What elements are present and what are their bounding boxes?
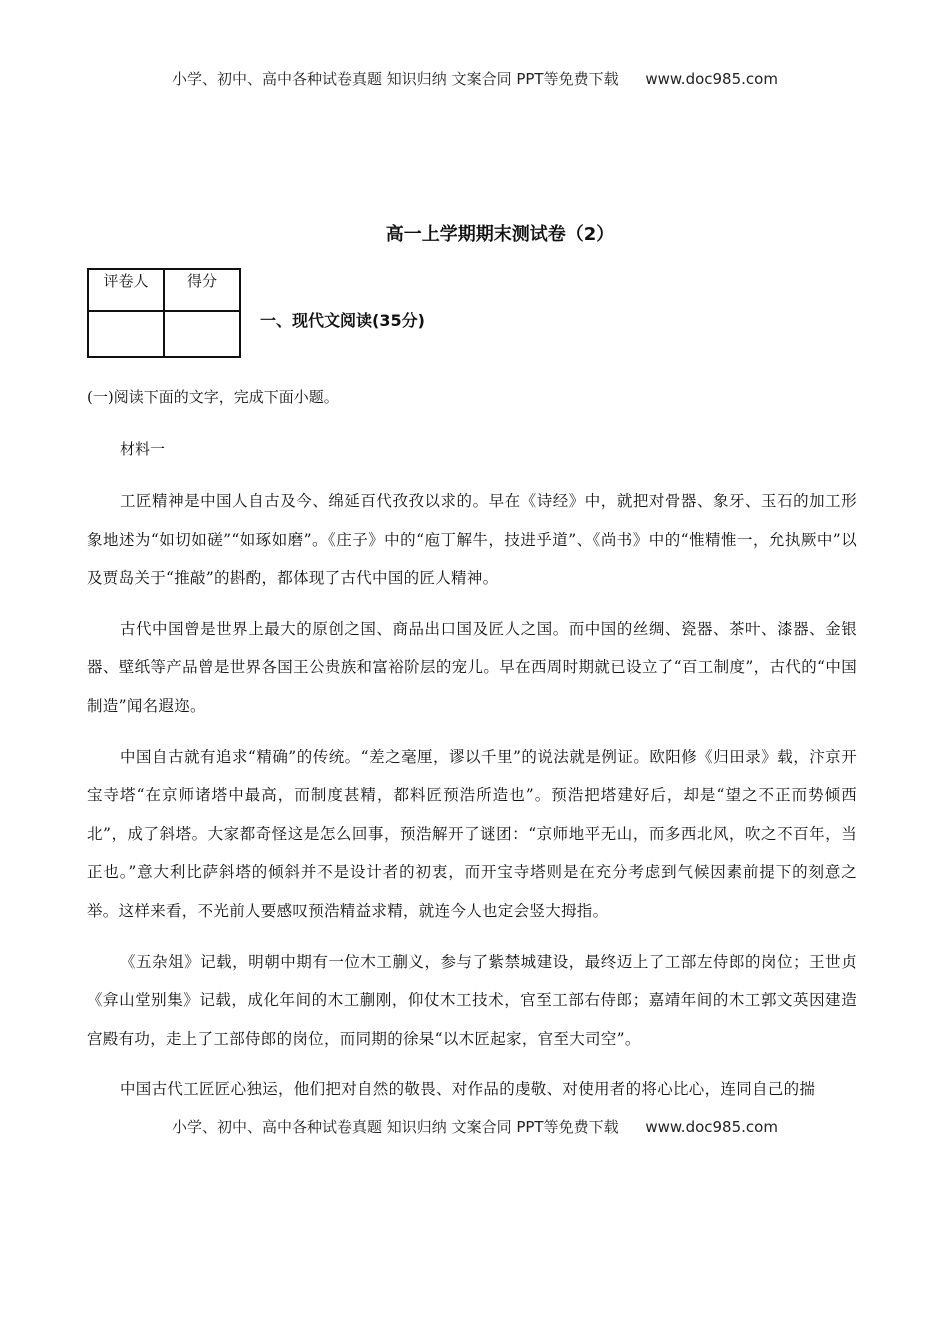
score-table (87, 268, 241, 358)
footer-banner-text: 小学、初中、高中各种试卷真题 知识归纳 文案合同 PPT等免费下载 (172, 1118, 619, 1136)
passage-paragraph: 《五杂俎》记载，明朝中期有一位木工蒯义，参与了紫禁城建设，最终迈上了工部左侍郎的岗位；王世贞《弇山堂别集》记载，成化年间的木工蒯刚，仰仗木工技术，官至工部右侍郎；嘉靖年间的木工郭文英因建造宫殿有功，走上了工部侍郎的岗位，而同期的徐杲“以木匠起家，官至大司空”。 (87, 952, 857, 1048)
grader-entry-cell (88, 311, 164, 357)
grader-header-cell: 评卷人 (88, 269, 164, 311)
header-banner-text: 小学、初中、高中各种试卷真题 知识归纳 文案合同 PPT等免费下载 (172, 70, 619, 88)
section-heading: 一、现代文阅读(35分) (260, 311, 425, 330)
passage-paragraph: 中国古代工匠匠心独运，他们把对自然的敬畏、对作品的虔敬、对使用者的将心比心，连同自己的揣 (120, 1080, 816, 1099)
passage-paragraph: 工匠精神是中国人自古及今、绵延百代孜孜以求的。早在《诗经》中，就把对骨器、象牙、玉石的加工形象地述为“如切如磋”“如琢如磨”。《庄子》中的“庖丁解牛，技进乎道”、《尚书》中的“惟精惟一，允执厥中”以及贾岛关于“推敲”的斟酌，都体现了古代中国的匠人精神。 (87, 492, 857, 588)
passage-paragraph: 古代中国曾是世界上最大的原创之国、商品出口国及匠人之国。而中国的丝绸、瓷器、茶叶、漆器、金银器、壁纸等产品曾是世界各国王公贵族和富裕阶层的宠儿。早在西周时期就已设立了“百工制度”，古代的“中国制造”闻名遐迩。 (87, 619, 857, 715)
header-site-url: www.doc985.com (645, 70, 778, 88)
page-header (0, 68, 950, 89)
passage-body (87, 482, 857, 1121)
footer-site-url: www.doc985.com (645, 1118, 778, 1136)
reading-instruction: (一)阅读下面的文字，完成下面小题。 (87, 388, 339, 406)
score-entry-cell (164, 311, 240, 357)
exam-title: 高一上学期期末测试卷（2） (385, 224, 615, 245)
material-label: 材料一 (120, 440, 166, 458)
score-header-cell: 得分 (164, 269, 240, 311)
passage-paragraph: 中国自古就有追求“精确”的传统。“差之毫厘，谬以千里”的说法就是例证。欧阳修《归田录》载，汴京开宝寺塔“在京师诸塔中最高，而制度甚精，都料匠预浩所造也”。预浩把塔建好后，却是“望之不正而势倾西北”，成了斜塔。大家都奇怪这是怎么回事，预浩解开了谜团：“京师地平无山，而多西北风，吹之不百年，当正也。”意大利比萨斜塔的倾斜并不是设计者的初衷，而开宝寺塔则是在充分考虑到气候因素前提下的刻意之举。这样来看，不光前人要感叹预浩精益求精，就连今人也定会竖大拇指。 (87, 747, 857, 920)
page-footer (0, 1116, 950, 1137)
